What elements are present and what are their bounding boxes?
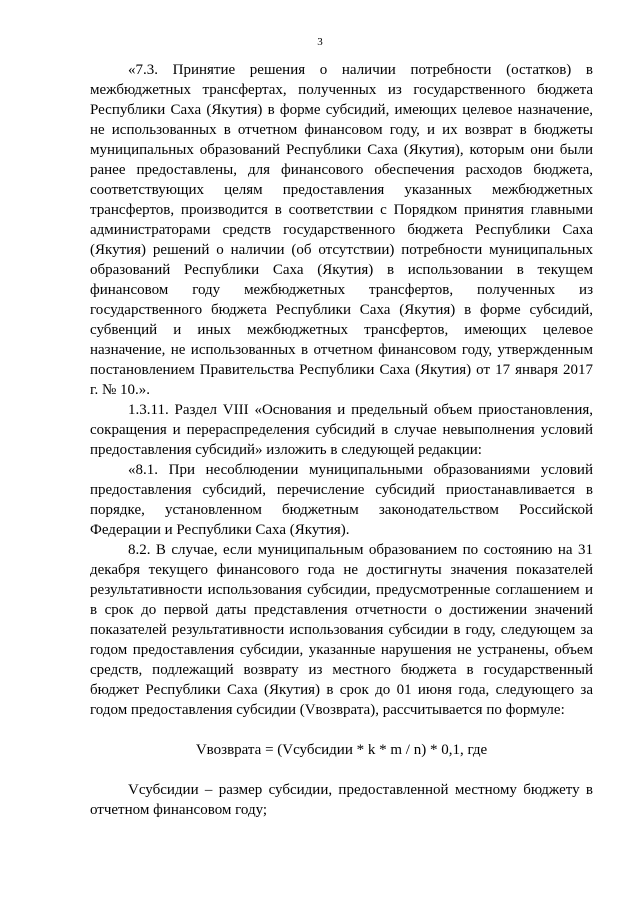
formula: Vвозврата = (Vсубсидии * k * m / n) * 0,1, где bbox=[195, 742, 488, 758]
paragraph-1-3-11: 1.3.11. Раздел VIII «Основания и предельный объем приостановления, сокращения и перераспределения субсидий в случае невыполнения условий предоставления субсидий» изложить в следующей редакции: bbox=[90, 402, 593, 458]
paragraph-8-1: «8.1. При несоблюдении муниципальными образованиями условий предоставления субсидий, перечисление субсидий приостанавливается в порядке, установленном бюджетным законодательством Российской Федерации и Республики Саха (Якутия). bbox=[90, 462, 593, 538]
document-body bbox=[90, 60, 593, 820]
paragraph-8-2: 8.2. В случае, если муниципальным образованием по состоянию на 31 декабря текущего финансового года не достигнуты значения показателей результативности использования субсидии, предусмотренные соглашением и в срок до первой даты представления отчетности о достижении значений показателей результативности использования субсидии в году, следующем за годом предоставления субсидии, указанные нарушения не устранены, объем средств, подлежащий возврату из местного бюджета в государственный бюджет Республики Саха (Якутия) в срок до 01 июня года, следующего за годом предоставления субсидии (Vвозврата), рассчитывается по формуле: bbox=[90, 542, 593, 718]
paragraph-7-3: «7.3. Принятие решения о наличии потребности (остатков) в межбюджетных трансфертах, полученных из государственного бюджета Республики Саха (Якутия) в форме субсидий, имеющих целевое назначение, не использованных в отчетном финансовом году, и их возврат в бюджеты муниципальных образований Республики Саха (Якутия), которым они были ранее предоставлены, для финансового обеспечения расходов бюджета, соответствующих целям предоставления указанных межбюджетных трансфертов, производится в соответствии с Порядком принятия главными администраторами средств государственного бюджета Республики Саха (Якутия) решений о наличии (об отсутствии) потребности муниципальных образований Республики Саха (Якутия) в использовании в текущем финансовом году межбюджетных трансфертов, полученных из государственного бюджета Республики Саха (Якутия) в форме субсидий, субвенций и иных межбюджетных трансфертов, имеющих целевое назначение, не использованных в отчетном финансовом году, утвержденным постановлением Правительства Республики Саха (Якутия) от 17 января 2017 г. № 10.». bbox=[90, 62, 593, 398]
page-number: 3 bbox=[317, 36, 323, 48]
paragraph-vsubsidii-definition: Vсубсидии – размер субсидии, предоставленной местному бюджету в отчетном финансовом году; bbox=[90, 782, 593, 818]
